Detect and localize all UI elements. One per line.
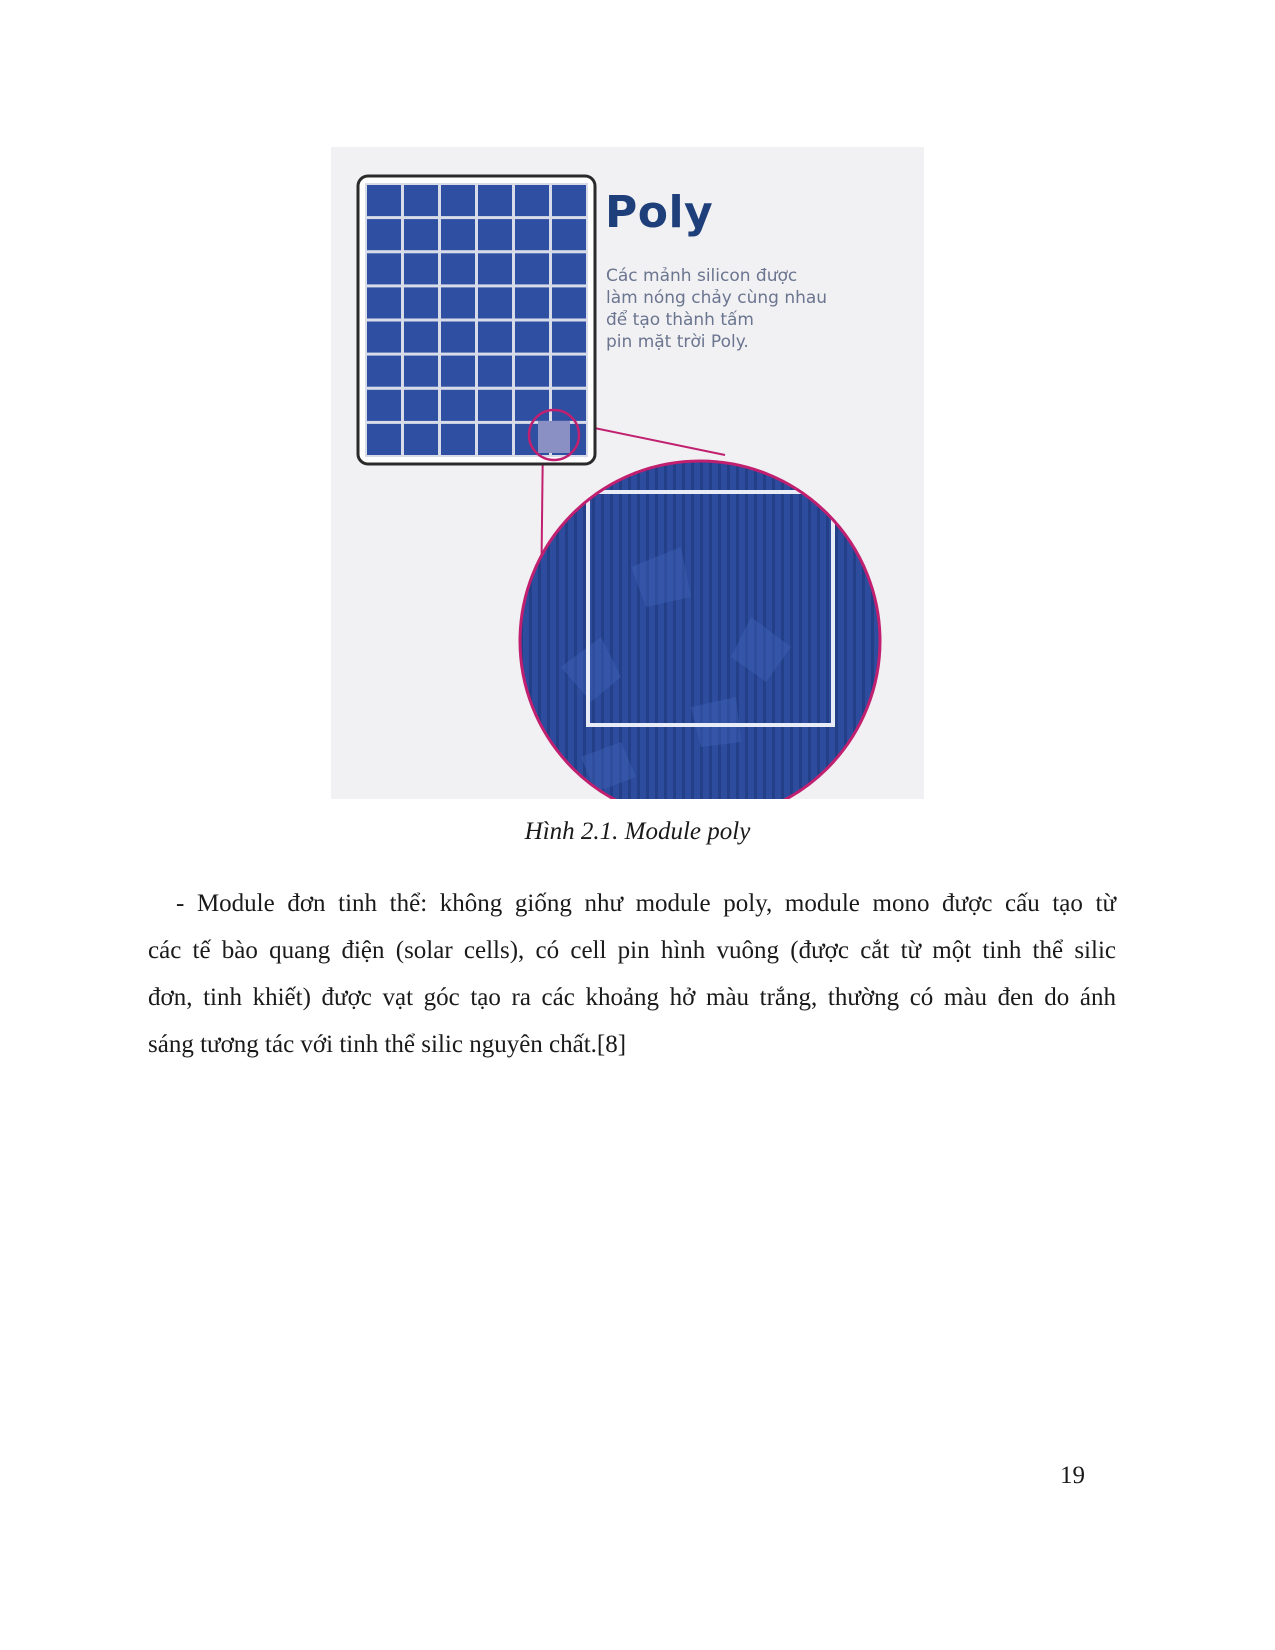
body-paragraph: [148, 880, 1116, 1068]
solar-cell: [367, 424, 401, 455]
solar-cell: [404, 253, 438, 284]
poly-module-figure: [331, 147, 924, 799]
solar-cell: [515, 322, 549, 353]
poly-module-illustration: [331, 147, 924, 799]
solar-cell: [478, 287, 512, 318]
paragraph-line: sáng tương tác với tinh thể silic nguyên chất.[8]: [148, 1031, 627, 1058]
solar-cell: [552, 185, 586, 216]
solar-cell: [367, 253, 401, 284]
solar-cell: [367, 390, 401, 421]
paragraph-line: - Module đơn tinh thể: không giống như module poly, module mono được cấu tạo từ: [176, 890, 1116, 917]
solar-cell: [404, 219, 438, 250]
solar-cell: [367, 219, 401, 250]
solar-cell: [367, 185, 401, 216]
solar-cell: [552, 322, 586, 353]
figure-caption: Hình 2.1. Module poly: [524, 818, 751, 845]
solar-cell: [441, 390, 475, 421]
figure-description-line: pin mặt trời Poly.: [606, 332, 749, 352]
solar-cell: [404, 322, 438, 353]
solar-cell: [552, 356, 586, 387]
solar-cell: [367, 356, 401, 387]
solar-cell: [404, 356, 438, 387]
solar-cell: [441, 424, 475, 455]
solar-cell: [441, 185, 475, 216]
solar-cell: [552, 253, 586, 284]
page-number: 19: [1060, 1462, 1085, 1489]
solar-cell: [404, 390, 438, 421]
solar-cell: [441, 356, 475, 387]
solar-cell: [441, 253, 475, 284]
solar-cell: [552, 287, 586, 318]
solar-cell: [441, 287, 475, 318]
solar-cell: [404, 185, 438, 216]
figure-description-line: để tạo thành tấm: [606, 310, 754, 330]
paragraph-line: đơn, tinh khiết) được vạt góc tạo ra các khoảng hở màu trắng, thường có màu đen do ánh: [148, 984, 1116, 1011]
solar-cell: [404, 287, 438, 318]
solar-cell: [552, 219, 586, 250]
figure-description-line: Các mảnh silicon được: [606, 266, 798, 286]
solar-cell: [515, 356, 549, 387]
figure-title: Poly: [605, 187, 714, 238]
solar-cell: [515, 185, 549, 216]
figure-description: [606, 265, 866, 353]
solar-cell: [515, 390, 549, 421]
solar-cell: [478, 253, 512, 284]
paragraph-line: các tế bào quang điện (solar cells), có cell pin hình vuông (được cắt từ một tinh thể silic: [148, 937, 1116, 964]
solar-cell: [478, 390, 512, 421]
solar-cell: [441, 219, 475, 250]
solar-cell: [478, 356, 512, 387]
highlighted-cell: [538, 421, 570, 453]
solar-cell: [478, 219, 512, 250]
solar-cell: [367, 322, 401, 353]
figure-description-line: làm nóng chảy cùng nhau: [606, 288, 828, 308]
solar-cell: [515, 219, 549, 250]
solar-cell: [515, 253, 549, 284]
solar-cell: [478, 185, 512, 216]
solar-cell: [441, 322, 475, 353]
solar-cell: [515, 287, 549, 318]
solar-cell: [367, 287, 401, 318]
solar-cell: [478, 322, 512, 353]
solar-cell: [478, 424, 512, 455]
magnified-cell: [511, 447, 891, 799]
solar-cell: [404, 424, 438, 455]
